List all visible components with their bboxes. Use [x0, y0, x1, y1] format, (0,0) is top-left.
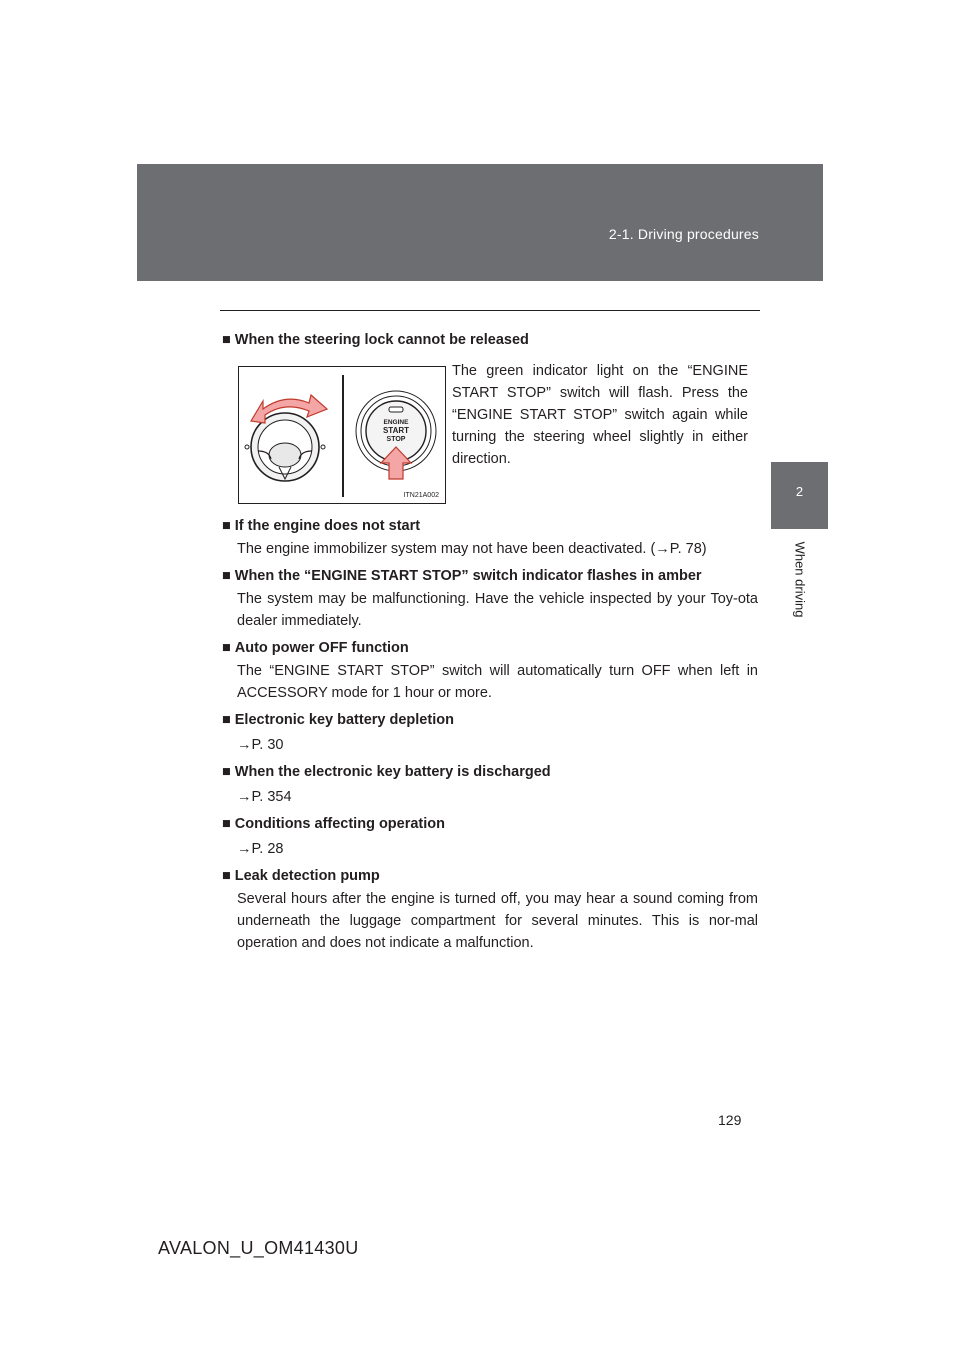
page-number: 129: [718, 1112, 742, 1128]
section-steering-lock: [222, 330, 758, 510]
section-auto-power-off: [222, 638, 758, 704]
section-heading: ■ If the engine does not start: [222, 518, 421, 534]
section-heading: ■ Leak detection pump: [222, 868, 380, 884]
section-text: The system may be malfunctioning. Have the vehicle inspected by your Toy-ota dealer immediately.: [237, 591, 758, 629]
illustration-svg: [239, 367, 445, 503]
svg-text:ENGINE: ENGINE: [383, 419, 409, 426]
chapter-label: When driving: [792, 541, 808, 618]
section-heading: ■ Conditions affecting operation: [222, 816, 446, 832]
section-text: Several hours after the engine is turned off, you may hear a sound coming from underneath the luggage compartment for several minutes. This is nor-mal operation and does not indicate a malfunction.: [237, 891, 758, 951]
section-heading: ■ When the steering lock cannot be released: [222, 332, 529, 348]
steering-wheel-icon: [245, 413, 325, 481]
section-title: 2-1. Driving procedures: [608, 226, 759, 242]
section-link: →P. 354: [237, 789, 292, 805]
header-band: [137, 164, 823, 281]
main-content: [222, 330, 758, 960]
section-text: The engine immobilizer system may not have been deactivated. (→P. 78): [237, 541, 707, 557]
section-heading: ■ When the “ENGINE START STOP” switch indicator flashes in amber: [222, 568, 702, 584]
document-code: AVALON_U_OM41430U: [158, 1238, 359, 1258]
section-key-battery-depletion: [222, 710, 758, 756]
section-heading: ■ Electronic key battery depletion: [222, 712, 454, 728]
steering-wheel-and-switch-illustration: [238, 366, 446, 504]
heading-marker: ■: [222, 332, 231, 348]
section-engine-not-start: [222, 516, 758, 560]
section-text: The “ENGINE START STOP” switch will automatically turn OFF when left in ACCESSORY mode for 1 hour or more.: [237, 663, 758, 701]
chapter-number: 2: [795, 484, 804, 499]
figure-code: ITN21A002: [403, 492, 439, 499]
svg-text:START: START: [382, 426, 410, 435]
svg-text:STOP: STOP: [386, 436, 406, 443]
section-conditions-operation: [222, 814, 758, 860]
chapter-tab: [771, 462, 828, 529]
section-heading: ■ When the electronic key battery is discharged: [222, 764, 551, 780]
section-leak-detection: [222, 866, 758, 954]
section-divider: [220, 310, 760, 311]
section-heading: ■ Auto power OFF function: [222, 640, 409, 656]
section-key-battery-discharged: [222, 762, 758, 808]
section-link: →P. 28: [237, 841, 284, 857]
figure-caption: The green indicator light on the “ENGINE START STOP” switch will flash. Press the “ENGINE START STOP” switch again while turning the steering wheel slightly in either direction.: [452, 363, 748, 467]
section-indicator-amber: [222, 566, 758, 632]
section-link: →P. 30: [237, 737, 284, 753]
